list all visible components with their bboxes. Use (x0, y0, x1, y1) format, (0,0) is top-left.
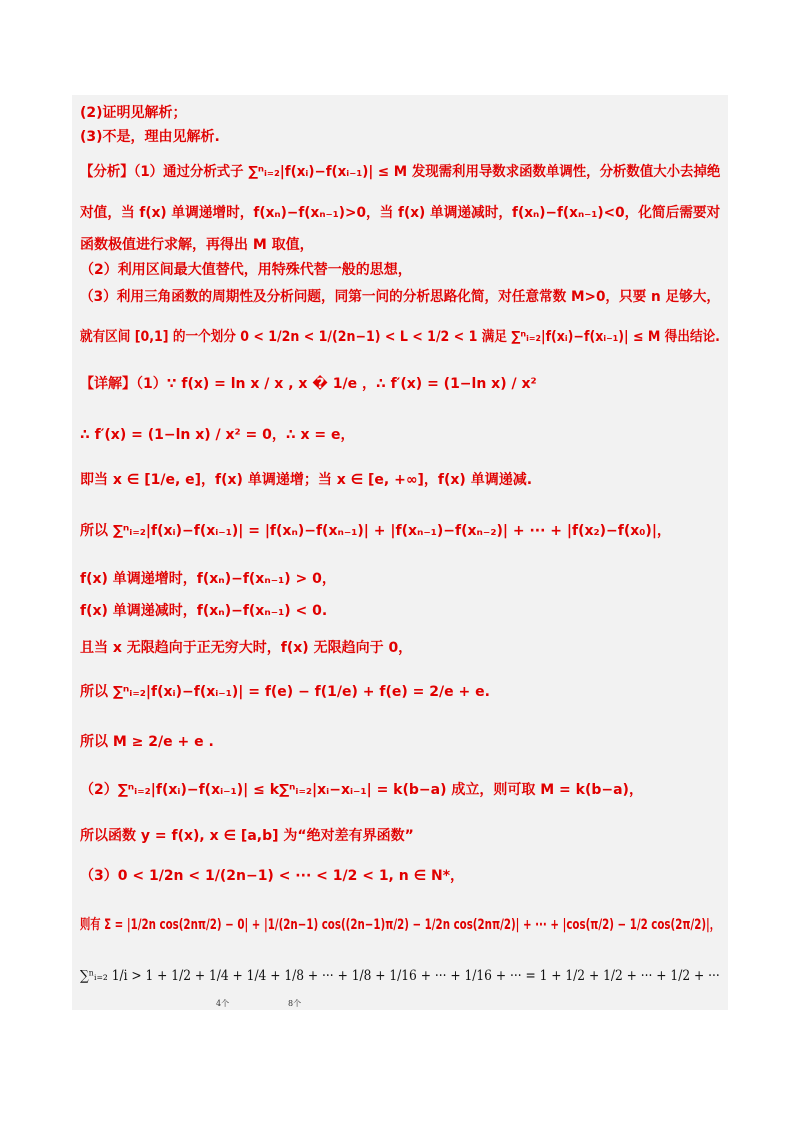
analysis-line-3: 函数极值进行求解，再得出 M 取值， (80, 237, 314, 253)
detail-line-9: 所以 M ≥ 2/e + e . (80, 734, 214, 750)
detail-line-8: 所以 ∑ⁿᵢ₌₂|f(xᵢ)−f(xᵢ₋₁)| = f(e) − f(1/e) + f(e) = 2/e + e. (80, 684, 490, 700)
detail-line-6: f(x) 单调递减时，f(xₙ)−f(xₙ₋₁) < 0. (80, 603, 328, 619)
detail-line-11: 所以函数 y = f(x), x ∈ [a,b] 为“绝对差有界函数” (80, 828, 414, 844)
detail-line-14: ∑ⁿᵢ₌₂ 1/i > 1 + 1/2 + 1/4 + 1/4 + 1/8 + ··· + 1/8 + 1/16 + ··· + 1/16 + ··· = 1 + 1/2 + 1/2 + ··· + 1/2 + ··· (80, 968, 720, 984)
underbrace-label-4: 4个 (216, 999, 230, 1008)
underbrace-label-8: 8个 (288, 999, 302, 1008)
answer-part-3: (3)不是，理由见解析. (80, 129, 220, 145)
detail-line-4: 所以 ∑ⁿᵢ₌₂|f(xᵢ)−f(xᵢ₋₁)| = |f(xₙ)−f(xₙ₋₁)| + |f(xₙ₋₁)−f(xₙ₋₂)| + ··· + |f(x₂)−f(x₀)|， (80, 523, 671, 539)
detail-line-12: （3）0 < 1/2n < 1/(2n−1) < ··· < 1/2 < 1, n ∈ N*， (80, 868, 465, 884)
detail-line-13: 则有 Σ = |1/2n cos(2nπ/2) − 0| + |1/(2n−1) cos((2n−1)π/2) − 1/2n cos(2nπ/2)| + ··· + |cos(π/2) − 1/2 cos(2π/2)|， (80, 917, 721, 933)
analysis-line-4: （2）利用区间最大值替代，用特殊代替一般的思想， (80, 262, 412, 278)
detail-line-10: （2）∑ⁿᵢ₌₂|f(xᵢ)−f(xᵢ₋₁)| ≤ k∑ⁿᵢ₌₂|xᵢ−xᵢ₋₁| = k(b−a) 成立，则可取 M = k(b−a)， (80, 782, 643, 798)
detail-line-1: 【详解】（1）∵ f(x) = ln x / x , x � 1/e ，∴ f′(x) = (1−ln x) / x² (80, 376, 537, 392)
detail-line-3: 即当 x ∈ [1/e, e]，f(x) 单调递增；当 x ∈ [e, +∞]，f(x) 单调递减. (80, 472, 533, 488)
detail-line-7: 且当 x 无限趋向于正无穷大时，f(x) 无限趋向于 0， (80, 640, 413, 656)
analysis-line-5: （3）利用三角函数的周期性及分析问题，同第一问的分析思路化简，对任意常数 M>0，只要 n 足够大， (80, 289, 720, 305)
detail-line-5: f(x) 单调递增时，f(xₙ)−f(xₙ₋₁) > 0， (80, 571, 336, 587)
analysis-line-2: 对值，当 f(x) 单调递增时，f(xₙ)−f(xₙ₋₁)>0，当 f(x) 单调递减时，f(xₙ)−f(xₙ₋₁)<0，化简后需要对 (80, 205, 721, 221)
analysis-line-6: 就有区间 [0,1] 的一个划分 0 < 1/2n < 1/(2n−1) < L < 1/2 < 1 满足 ∑ⁿᵢ₌₂|f(xᵢ)−f(xᵢ₋₁)| ≤ M 得出结论. (80, 329, 720, 345)
detail-line-2: ∴ f′(x) = (1−ln x) / x² = 0，∴ x = e， (80, 427, 355, 443)
answer-part-2: (2)证明见解析； (80, 105, 187, 121)
analysis-line-1: 【分析】（1）通过分析式子 ∑ⁿᵢ₌₂|f(xᵢ)−f(xᵢ₋₁)| ≤ M 发现需利用导数求函数单调性，分析数值大小去掉绝 (80, 164, 721, 180)
